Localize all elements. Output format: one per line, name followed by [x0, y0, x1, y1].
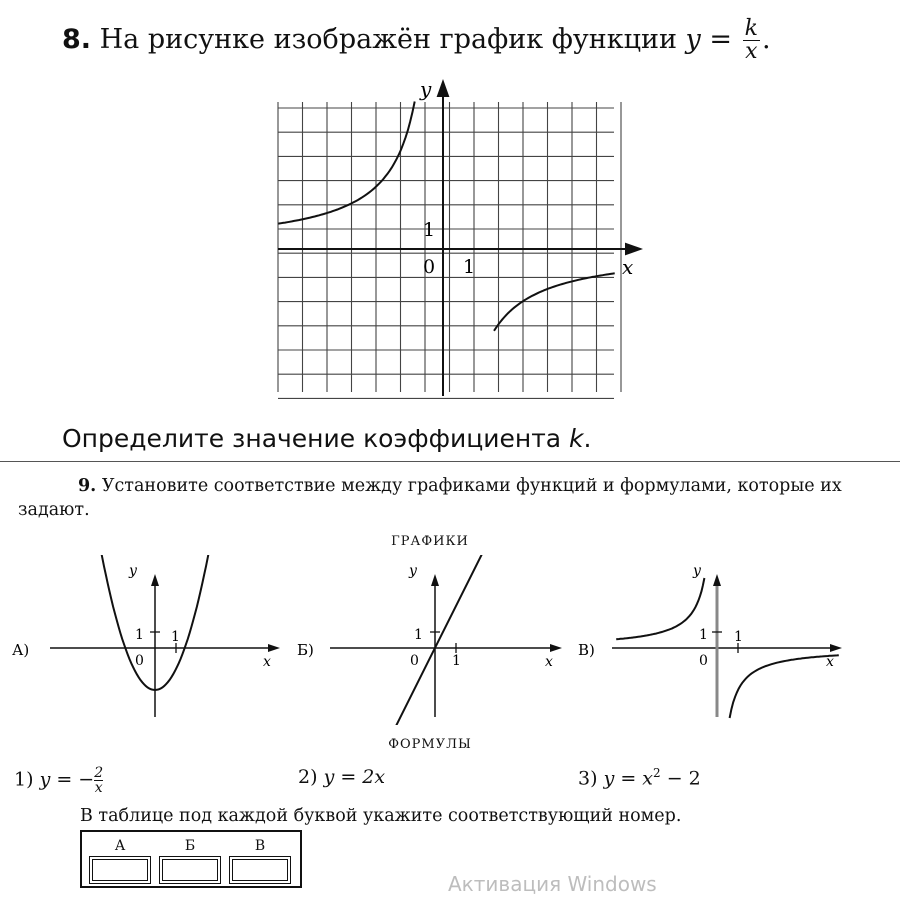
answer-column-label-a: А — [114, 838, 126, 854]
graph-v-y-unit: 1 — [699, 627, 708, 643]
graph-b-origin: 0 — [410, 653, 419, 669]
formula-1 — [14, 766, 103, 795]
answer-table — [80, 830, 302, 888]
y-axis-label: y — [420, 77, 432, 101]
graph-a-origin: 0 — [135, 653, 144, 669]
formula-1-fraction — [94, 766, 103, 795]
problem-8-number: 8. — [62, 24, 92, 55]
formula-2-text: y = 2x — [323, 766, 386, 788]
graph-v-x-arrow — [830, 644, 842, 652]
graph-b-x-arrow — [550, 644, 562, 652]
formula-1-lhs: y = − — [39, 768, 95, 791]
graph-a-y-label: y — [129, 563, 137, 579]
formula-2-number: 2) — [298, 766, 318, 788]
problem-8-formula-lhs: y = — [685, 24, 733, 55]
graph-b-y-label: y — [409, 563, 417, 579]
section-divider — [0, 461, 900, 462]
graph-v-y-label: y — [693, 563, 701, 579]
graph-a-x-label: x — [263, 654, 271, 670]
x-axis-arrow — [626, 244, 640, 254]
graph-v-y-arrow — [713, 574, 721, 586]
formula-1-number: 1) — [14, 768, 34, 791]
answer-cell-a[interactable] — [92, 859, 148, 881]
problem-9-graphs — [0, 555, 860, 725]
formula-3-text-a: y = x — [603, 767, 654, 790]
graph-v-branch-left — [616, 578, 704, 639]
problem-8-title-text: На рисунке изображён график функции — [99, 24, 677, 55]
problem-8-grid — [278, 102, 621, 398]
formula-3 — [578, 766, 701, 789]
formula-2 — [298, 766, 385, 788]
graph-a-y-arrow — [151, 574, 159, 586]
graph-a-label: А) — [12, 641, 30, 659]
graph-v-x-unit: 1 — [734, 629, 743, 645]
graph-v-label: В) — [578, 641, 595, 659]
graphs-heading: ГРАФИКИ — [391, 534, 469, 549]
origin-label: 0 — [423, 256, 436, 278]
answer-column-label-b: Б — [184, 838, 196, 854]
problem-8-formula-fraction — [743, 18, 760, 63]
y-unit-label: 1 — [423, 219, 436, 241]
formula-1-denominator: x — [94, 780, 103, 796]
problem-8-question-var: k — [569, 424, 584, 453]
formula-1-numerator: 2 — [94, 765, 104, 781]
problem-9-text — [18, 474, 878, 522]
problem-8-title — [62, 18, 771, 63]
fraction-denominator: x — [745, 39, 758, 64]
problem-8-question-text: Определите значение коэффициента — [62, 424, 562, 453]
graph-b-y-arrow — [431, 574, 439, 586]
graph-b — [297, 555, 562, 725]
formula-3-text-b: − 2 — [660, 767, 701, 790]
graph-b-label: Б) — [297, 641, 314, 659]
graph-v-x-label: x — [826, 654, 834, 670]
formula-3-exponent: 2 — [653, 766, 661, 780]
formula-3-number: 3) — [578, 767, 598, 790]
x-axis-label: x — [622, 255, 634, 279]
x-unit-label: 1 — [463, 256, 476, 278]
problem-9-number: 9. — [78, 476, 97, 496]
answer-column-label-v: В — [254, 838, 266, 854]
table-instruction: В таблице под каждой буквой укажите соответствующий номер. — [80, 806, 682, 826]
graph-a-x-arrow — [268, 644, 280, 652]
graph-v-origin: 0 — [699, 653, 708, 669]
problem-8-axes — [278, 82, 640, 396]
formulas-heading: ФОРМУЛЫ — [388, 737, 472, 752]
answer-cell-b[interactable] — [162, 859, 218, 881]
graph-b-y-unit: 1 — [414, 627, 423, 643]
problem-8-formula-end: . — [761, 24, 771, 55]
fraction-numerator: k — [744, 16, 758, 41]
graph-b-x-label: x — [545, 654, 553, 670]
graph-a-y-unit: 1 — [135, 627, 144, 643]
answer-cell-v[interactable] — [232, 859, 288, 881]
graph-v-branch-right — [730, 655, 839, 718]
graph-a-x-unit: 1 — [171, 629, 180, 645]
problem-9-statement: Установите соответствие между графиками функций и формулами, которые их задают. — [18, 476, 842, 520]
windows-activation-watermark: Активация Windows — [448, 872, 657, 896]
graph-a — [12, 555, 280, 717]
problem-8-question-end: . — [583, 424, 592, 453]
graph-v — [578, 563, 842, 718]
y-axis-arrow — [438, 82, 448, 96]
graph-b-x-unit: 1 — [452, 653, 461, 669]
problem-8-hyperbola-graph — [270, 76, 650, 402]
problem-8-question — [62, 424, 591, 453]
